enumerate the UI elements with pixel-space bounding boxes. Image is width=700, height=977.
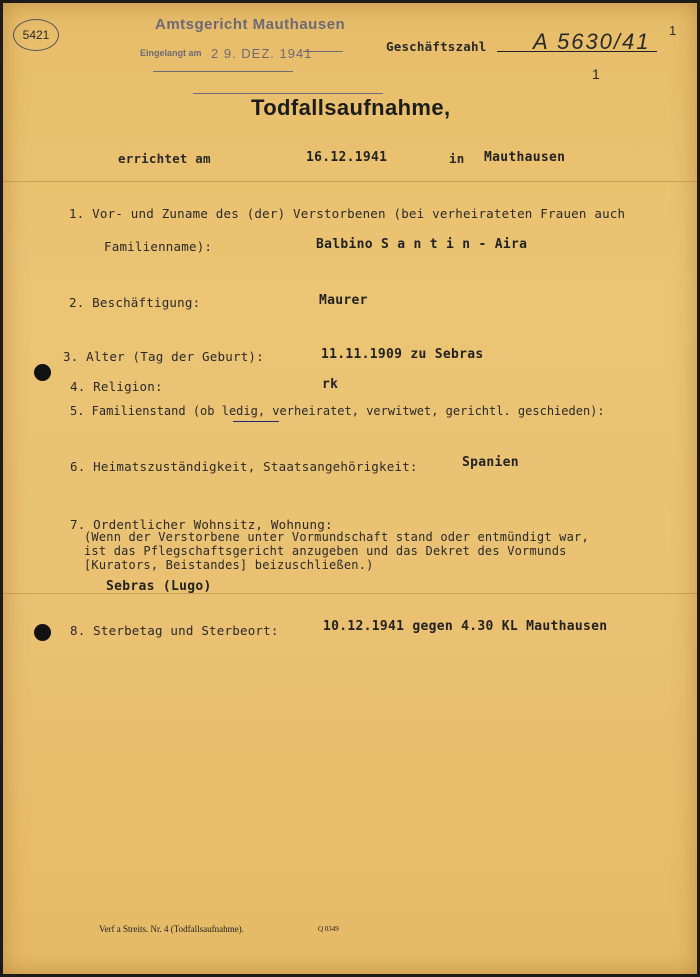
item-3-label: 3. Alter (Tag der Geburt): bbox=[63, 349, 264, 364]
case-number-value: A 5630/41 bbox=[533, 29, 651, 54]
item-7-note-line1: (Wenn der Verstorbene unter Vormundschaft stand oder entmündigt war, bbox=[84, 530, 589, 544]
established-label: errichtet am bbox=[118, 151, 211, 166]
item-4-value: rk bbox=[322, 377, 339, 392]
item-2-value: Maurer bbox=[319, 293, 368, 308]
archive-number-circled: 5421 bbox=[13, 19, 59, 51]
established-date: 16.12.1941 bbox=[306, 150, 388, 165]
item-7-value: Sebras (Lugo) bbox=[106, 579, 212, 594]
item-3-value: 11.11.1909 zu Sebras bbox=[321, 347, 484, 362]
item-2-label: 2. Beschäftigung: bbox=[69, 295, 201, 310]
item-7-note-line2: ist das Pflegschaftsgericht anzugeben und das Dekret des Vormunds bbox=[84, 544, 567, 558]
case-number-sub: 1 bbox=[592, 66, 600, 82]
court-stamp-heading: Amtsgericht Mauthausen bbox=[155, 16, 346, 33]
item-5-underline bbox=[233, 421, 279, 422]
item-1-value: Balbino S a n t i n - Aira bbox=[316, 237, 528, 252]
form-reference: Verf a Streits. Nr. 4 (Todfallsaufnahme). bbox=[99, 924, 244, 934]
punch-hole bbox=[34, 364, 51, 381]
item-4-label: 4. Religion: bbox=[70, 379, 163, 394]
item-5-label: 5. Familienstand (ob ledig, verheiratet, verwitwet, gerichtl. geschieden): bbox=[70, 404, 605, 418]
form-code: Q 0349 bbox=[318, 925, 339, 933]
court-stamp-date: 2 9. DEZ. 1941 bbox=[211, 46, 313, 61]
court-stamp-received: Eingelangt am bbox=[140, 48, 202, 58]
punch-hole bbox=[34, 624, 51, 641]
stamp-line bbox=[153, 71, 293, 72]
item-7-note-line3: [Kurators, Beistandes] beizuschließen.) bbox=[84, 558, 374, 572]
item-8-value: 10.12.1941 gegen 4.30 KL Mauthausen bbox=[323, 619, 608, 634]
established-in-label: in bbox=[449, 151, 465, 166]
established-place: Mauthausen bbox=[484, 150, 566, 165]
case-number-label: Geschäftszahl bbox=[386, 39, 487, 54]
item-1-label-line1: 1. Vor- und Zuname des (der) Verstorbenen (bei verheirateten Frauen auch bbox=[69, 206, 626, 221]
item-6-value: Spanien bbox=[462, 455, 519, 470]
document-title: Todfallsaufnahme, bbox=[251, 95, 451, 120]
stamp-line bbox=[193, 93, 383, 94]
document-page bbox=[3, 3, 697, 974]
stamp-line bbox=[303, 51, 343, 52]
item-7-label: 7. Ordentlicher Wohnsitz, Wohnung: bbox=[70, 517, 333, 532]
fold-line bbox=[3, 181, 697, 182]
case-number-corner: 1 bbox=[669, 23, 677, 38]
item-8-label: 8. Sterbetag und Sterbeort: bbox=[70, 623, 279, 638]
item-6-label: 6. Heimatszuständigkeit, Staatsangehörigkeit: bbox=[70, 459, 418, 474]
item-1-label-line2: Familienname): bbox=[104, 239, 213, 254]
